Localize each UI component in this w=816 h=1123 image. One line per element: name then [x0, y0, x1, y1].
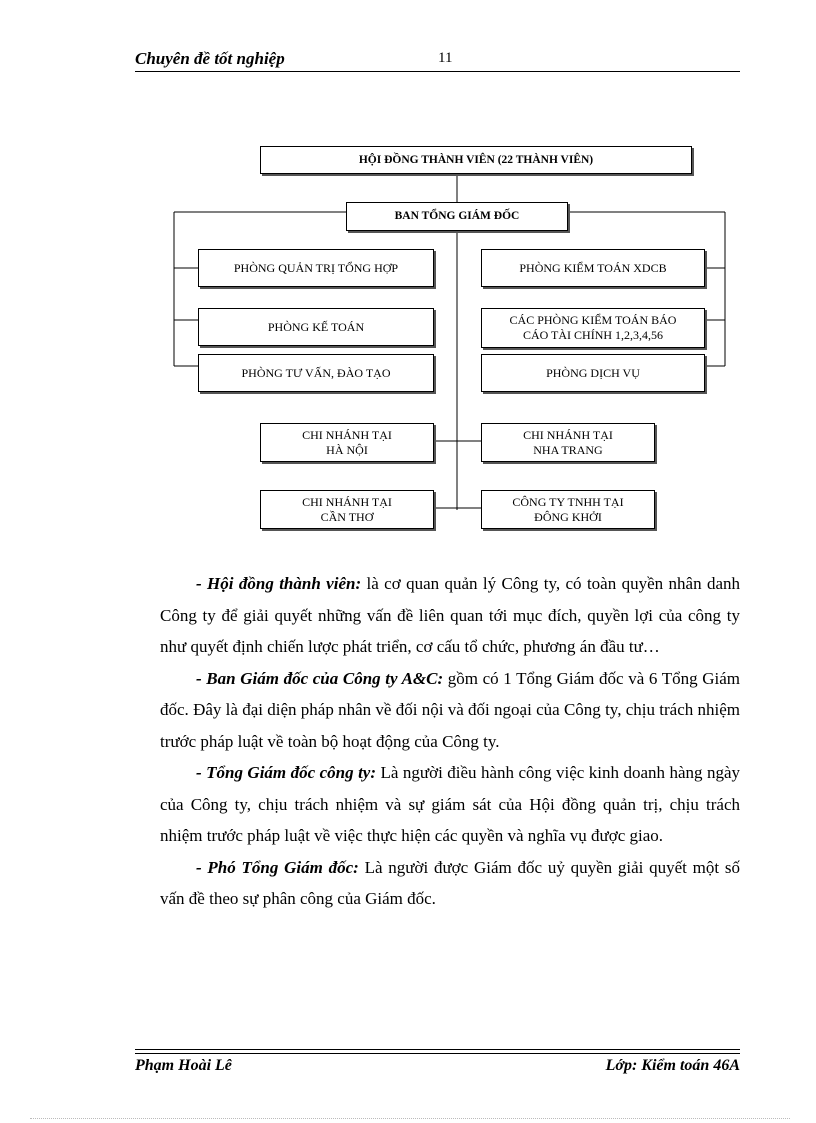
text-deputy-director: Là người được Giám đốc uỷ quyền giải quyết một số vấn đề theo sự phân công của Giám đốc.: [160, 857, 740, 908]
text-board: là cơ quan quản lý Công ty, có toàn quyền nhân danh Công ty để giải quyết những vấn đề liên quan tới mục đích, quyền lợi của công ty như quyết định chiến lược phát triển, cơ cấu tổ chức, phương án đầu tư…: [160, 574, 740, 656]
term-general-director: - Tổng Giám đốc công ty:: [196, 763, 377, 782]
org-box-company-dongkhoi: CÔNG TY TNHH TẠI ĐÔNG KHỞI: [481, 490, 655, 529]
paragraph-board: [135, 568, 740, 663]
header-title: Chuyên đề tốt nghiệp: [135, 49, 285, 68]
org-box-financial-audit-depts: CÁC PHÒNG KIỂM TOÁN BÁO CÁO TÀI CHÍNH 1,2,3,4,56: [481, 308, 705, 348]
org-box-construction-audit-dept: PHÒNG KIỂM TOÁN XDCB: [481, 249, 705, 287]
org-box-accounting-dept: PHÒNG KẾ TOÁN: [198, 308, 434, 346]
term-deputy-director: - Phó Tổng Giám đốc:: [196, 857, 359, 877]
footer-rule-bottom: [135, 1053, 740, 1054]
page-bottom-dotted-border: [30, 1118, 790, 1119]
org-box-admin-dept: PHÒNG QUẢN TRỊ TỔNG HỢP: [198, 249, 434, 287]
term-board: - Hội đồng thành viên:: [196, 574, 362, 593]
text-general-director: Là người điều hành công việc kinh doanh hàng ngày của Công ty, chịu trách nhiệm và sự giám sát của Hội đồng quản trị, chịu trách nhiệm trước pháp luật về việc thực hiện các quyền và nghĩa vụ được giao.: [160, 763, 741, 845]
org-box-general-directorate: BAN TỔNG GIÁM ĐỐC: [346, 202, 568, 231]
paragraph-deputy-director: [135, 852, 740, 915]
org-box-branch-hanoi: CHI NHÁNH TẠI HÀ NỘI: [260, 423, 434, 462]
body-text: [160, 568, 740, 915]
org-box-branch-cantho: CHI NHÁNH TẠI CẦN THƠ: [260, 490, 434, 529]
footer-author: Phạm Hoài Lê: [135, 1057, 232, 1074]
org-box-branch-nhatrang: CHI NHÁNH TẠI NHA TRANG: [481, 423, 655, 462]
footer-rule-top: [135, 1049, 740, 1050]
text-directorate: gồm có 1 Tổng Giám đốc và 6 Tổng Giám đốc. Đây là đại diện pháp nhân về đối nội và đối ngoại của Công ty, chịu trách nhiệm trước pháp luật về toàn bộ hoạt động của Công ty.: [160, 668, 740, 751]
footer-class: Lớp: Kiểm toán 46A: [605, 1057, 740, 1074]
term-directorate: - Ban Giám đốc của Công ty A&C:: [196, 668, 444, 688]
org-box-board: HỘI ĐỒNG THÀNH VIÊN (22 THÀNH VIÊN): [260, 146, 692, 174]
page-number: 11: [438, 50, 453, 66]
org-box-consulting-dept: PHÒNG TƯ VẤN, ĐÀO TẠO: [198, 354, 434, 392]
org-box-services-dept: PHÒNG DỊCH VỤ: [481, 354, 705, 392]
paragraph-general-director: [135, 757, 740, 852]
paragraph-directorate: [135, 663, 740, 758]
